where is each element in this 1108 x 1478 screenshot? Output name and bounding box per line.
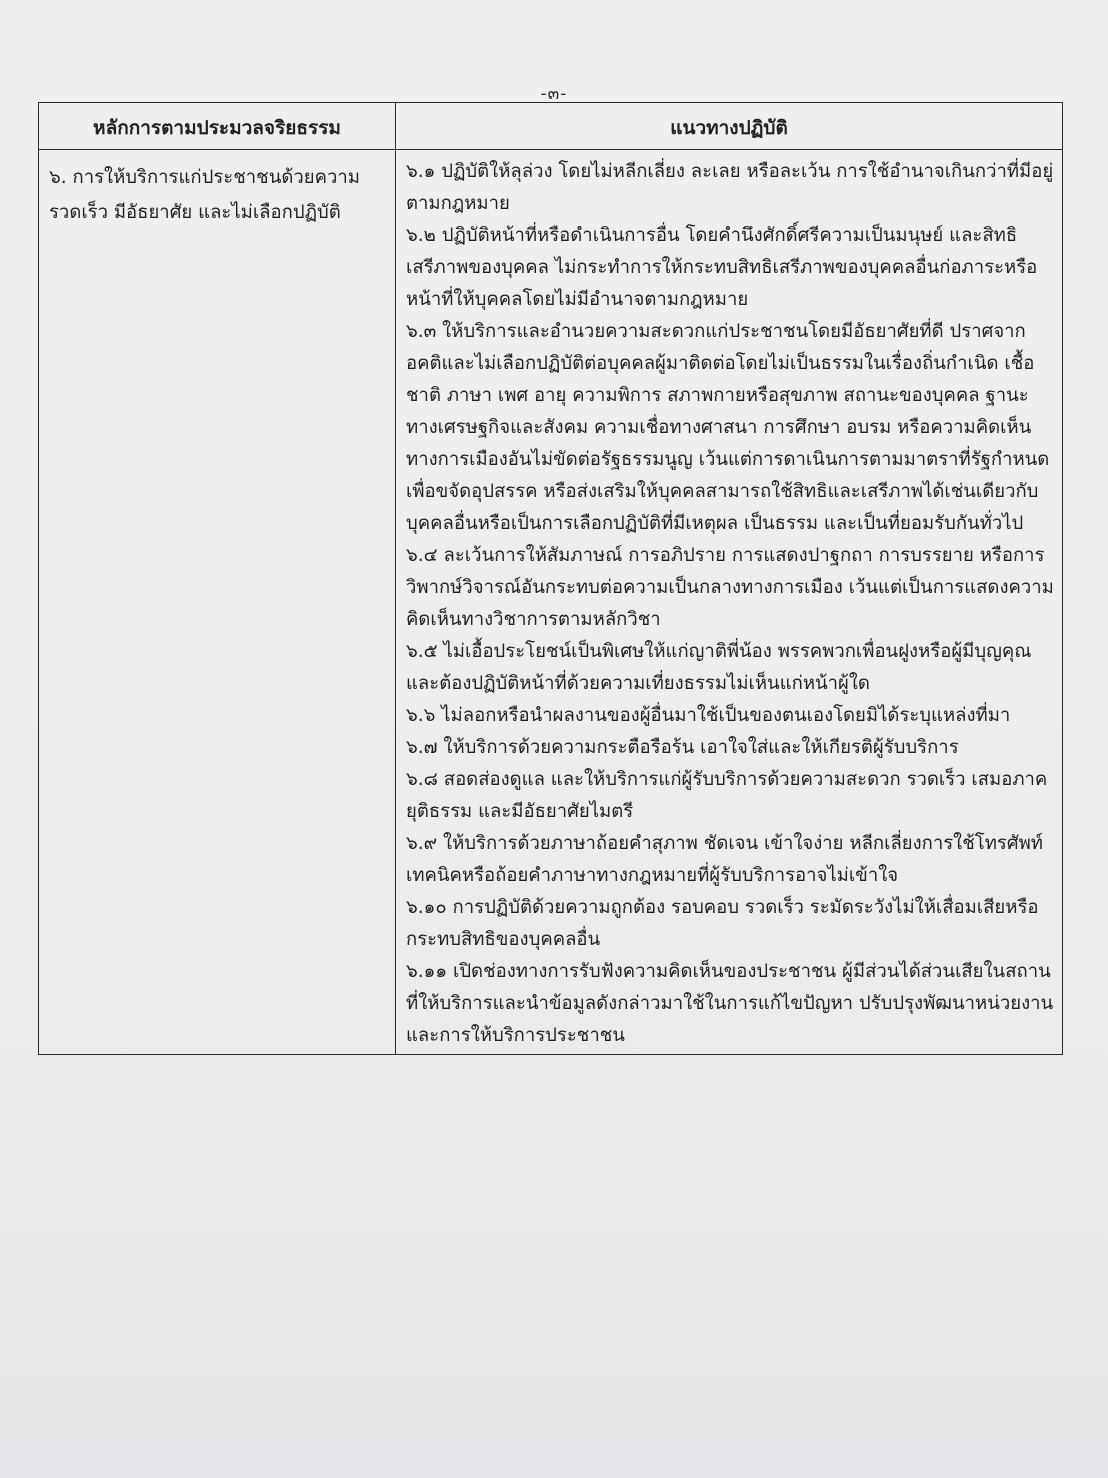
guideline-6-2: ๖.๒ ปฏิบัติหน้าที่หรือดำเนินการอื่น โดยคำนึงศักดิ์ศรีความเป็นมนุษย์ และสิทธิเสรีภาพของบุคคล ไม่กระทำการให้กระทบสิทธิเสรีภาพของบุคคลอื่นก่อภาระหรือหน้าที่ให้บุคคลโดยไม่มีอำนาจตามกฎหมาย [406, 225, 1038, 310]
header-guideline: แนวทางปฏิบัติ [396, 103, 1063, 150]
guideline-cell [396, 150, 1063, 1055]
paper-shadow [0, 1170, 1108, 1478]
ethics-guideline-table [38, 102, 1063, 1055]
table-row [39, 150, 1063, 1055]
guideline-6-9: ๖.๙ ให้บริการด้วยภาษาถ้อยคำสุภาพ ชัดเจน เข้าใจง่าย หลีกเลี่ยงการใช้โทรศัพท์เทคนิคหรือถ้อยคำภาษาทางกฎหมายที่ผู้รับบริการอาจไม่เข้าใจ [406, 833, 1043, 886]
table-header-row [39, 103, 1063, 150]
page-number: -๓- [540, 84, 568, 104]
guideline-6-4: ๖.๔ ละเว้นการให้สัมภาษณ์ การอภิปราย การแสดงปาฐกถา การบรรยาย หรือการวิพากษ์วิจารณ์อันกระทบต่อความเป็นกลางทางการเมือง เว้นแต่เป็นการแสดงความคิดเห็นทางวิชาการตามหลักวิชา [406, 545, 1054, 630]
guideline-6-5: ๖.๕ ไม่เอื้อประโยชน์เป็นพิเศษให้แก่ญาติพี่น้อง พรรคพวกเพื่อนฝูงหรือผู้มีบุญคุณและต้องปฏิบัติหน้าที่ด้วยความเที่ยงธรรมไม่เห็นแก่หน้าผู้ใด [406, 641, 1032, 694]
guideline-6-7: ๖.๗ ให้บริการด้วยความกระตือรือร้น เอาใจใส่และให้เกียรติผู้รับบริการ [406, 737, 959, 758]
guideline-6-6: ๖.๖ ไม่ลอกหรือนำผลงานของผู้อื่นมาใช้เป็นของตนเองโดยมิได้ระบุแหล่งที่มา [406, 705, 1011, 726]
guideline-6-8: ๖.๘ สอดส่องดูแล และให้บริการแก่ผู้รับบริการด้วยความสะดวก รวดเร็ว เสมอภาค ยุติธรรม และมีอัธยาศัยไมตรี [406, 769, 1048, 822]
guideline-6-3: ๖.๓ ให้บริการและอำนวยความสะดวกแก่ประชาชนโดยมีอัธยาศัยที่ดี ปราศจากอคติและไม่เลือกปฏิบัติต่อบุคคลผู้มาติดต่อโดยไม่เป็นธรรมในเรื่องถิ่นกำเนิด เชื้อชาติ ภาษา เพศ อายุ ความพิการ สภาพกายหรือสุขภาพ สถานะของบุคคล ฐานะทางเศรษฐกิจและสังคม ความเชื่อทางศาสนา การศึกษา อบรม หรือความคิดเห็นทางการเมืองอันไม่ขัดต่อรัฐธรรมนูญ เว้นแต่การดาเนินการตามมาตราที่รัฐกำหนด เพื่อขจัดอุปสรรค หรือส่งเสริมให้บุคคลสามารถใช้สิทธิและเสรีภาพได้เช่นเดียวกับบุคคลอื่นหรือเป็นการเลือกปฏิบัติที่มีเหตุผล เป็นธรรม และเป็นที่ยอมรับกันทั่วไป [406, 321, 1050, 534]
guideline-6-1: ๖.๑ ปฏิบัติให้ลุล่วง โดยไม่หลีกเลี่ยง ละเลย หรือละเว้น การใช้อำนาจเกินกว่าที่มีอยู่ตามกฎหมาย [406, 161, 1054, 214]
guideline-6-10: ๖.๑๐ การปฏิบัติด้วยความถูกต้อง รอบคอบ รวดเร็ว ระมัดระวังไม่ให้เสื่อมเสียหรือกระทบสิทธิของบุคคลอื่น [406, 897, 1039, 950]
principle-cell: ๖. การให้บริการแก่ประชาชนด้วยความรวดเร็ว มีอัธยาศัย และไม่เลือกปฏิบัติ [39, 150, 396, 1055]
guideline-6-11: ๖.๑๑ เปิดช่องทางการรับฟังความคิดเห็นของประชาชน ผู้มีส่วนได้ส่วนเสียในสถานที่ให้บริการและนำข้อมูลดังกล่าวมาใช้ในการแก้ไขปัญหา ปรับปรุงพัฒนาหน่วยงานและการให้บริการประชาชน [406, 961, 1054, 1046]
header-principle: หลักการตามประมวลจริยธรรม [39, 103, 396, 150]
